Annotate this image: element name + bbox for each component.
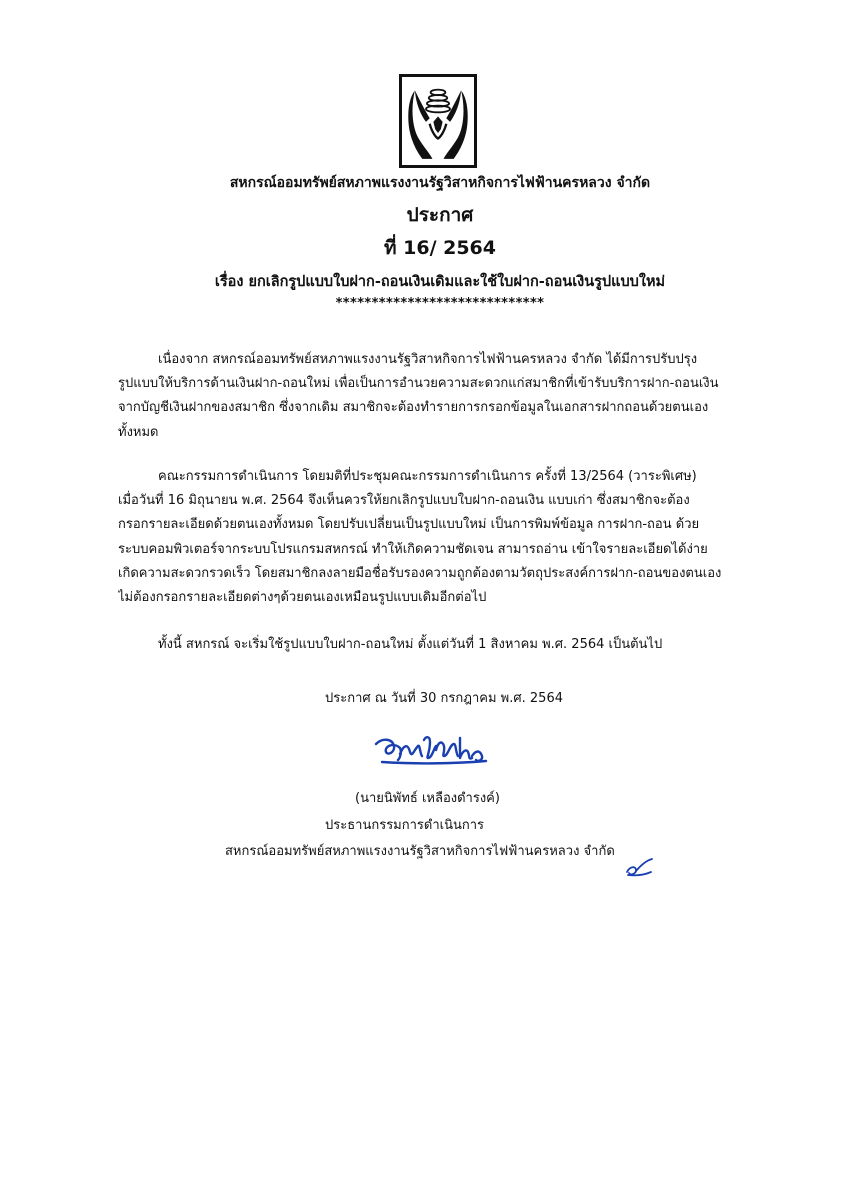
announcement-title: ประกาศ <box>406 204 474 226</box>
paragraph-line: ระบบคอมพิวเตอร์จากระบบโปรแกรมสหกรณ์ ทำให้เกิดความชัดเจน สามารถอ่าน เข้าใจรายละเอียดได้ง่าย <box>118 541 708 557</box>
paragraph-background <box>118 348 783 445</box>
paragraph-line: ทั้งหมด <box>118 424 159 440</box>
announcement-number: ที่ 16/ 2564 <box>383 237 496 259</box>
cooperative-emblem-icon <box>399 74 477 168</box>
separator-stars: ***************************** <box>335 296 545 311</box>
paragraph-resolution <box>118 465 783 610</box>
paragraph-line: กรอกรายละเอียดด้วยตนเองทั้งหมด โดยปรับเปลี่ยนเป็นรูปแบบใหม่ เป็นการพิมพ์ข้อมูล การฝาก-ถอน ด้วย <box>118 517 700 533</box>
paragraph-line: ไม่ต้องกรอกรายละเอียดต่างๆด้วยตนเองเหมือนรูปแบบเดิมอีกต่อไป <box>118 590 487 606</box>
paragraph-effective-date <box>118 633 783 657</box>
paragraph-line: เกิดความสะดวกรวดเร็ว โดยสมาชิกลงลายมือชื่อรับรองความถูกต้องตามวัตถุประสงค์การฝาก-ถอนของตนเอง <box>118 565 722 581</box>
paragraph-line: ทั้งนี้ สหกรณ์ จะเริ่มใช้รูปแบบใบฝาก-ถอนใหม่ ตั้งแต่วันที่ 1 สิงหาคม พ.ศ. 2564 เป็นต้นไป <box>158 637 663 652</box>
paragraph-line: จากบัญชีเงินฝากของสมาชิก ซึ่งจากเดิม สมาชิกจะต้องทำรายการกรอกข้อมูลในเอกสารฝากถอนด้วยตนเอง <box>118 400 709 416</box>
announced-date: ประกาศ ณ วันที่ 30 กรกฎาคม พ.ศ. 2564 <box>325 691 563 706</box>
handwritten-signature-icon <box>372 730 490 768</box>
signer-organization: สหกรณ์ออมทรัพย์สหภาพแรงงานรัฐวิสาหกิจการไฟฟ้านครหลวง จำกัด <box>225 844 615 859</box>
signer-name: (นายนิพัทธ์ เหลืองดำรงค์) <box>355 791 500 806</box>
paragraph-line: รูปแบบให้บริการด้านเงินฝาก-ถอนใหม่ เพื่อเป็นการอำนวยความสะดวกแก่สมาชิกที่เข้ารับบริการฝาก-ถอนเงิน <box>118 376 719 392</box>
signer-position: ประธานกรรมการดำเนินการ <box>325 818 485 833</box>
paragraph-line: เนื่องจาก สหกรณ์ออมทรัพย์สหภาพแรงงานรัฐวิสาหกิจการไฟฟ้านครหลวง จำกัด ได้มีการปรับปรุง <box>158 352 698 367</box>
organization-title: สหกรณ์ออมทรัพย์สหภาพแรงงานรัฐวิสาหกิจการไฟฟ้านครหลวง จำกัด <box>229 175 651 191</box>
paragraph-line: คณะกรรมการดำเนินการ โดยมติที่ประชุมคณะกรรมการดำเนินการ ครั้งที่ 13/2564 (วาระพิเศษ) <box>158 469 697 484</box>
initial-mark-icon <box>624 856 654 878</box>
announcement-subject: เรื่อง ยกเลิกรูปแบบใบฝาก-ถอนเงินเดิมและใช้ใบฝาก-ถอนเงินรูปแบบใหม่ <box>214 274 666 290</box>
paragraph-line: เมื่อวันที่ 16 มิถุนายน พ.ศ. 2564 จึงเห็นควรให้ยกเลิกรูปแบบใบฝาก-ถอนเงิน แบบเก่า ซึ่งสมาชิกจะต้อง <box>118 493 690 509</box>
